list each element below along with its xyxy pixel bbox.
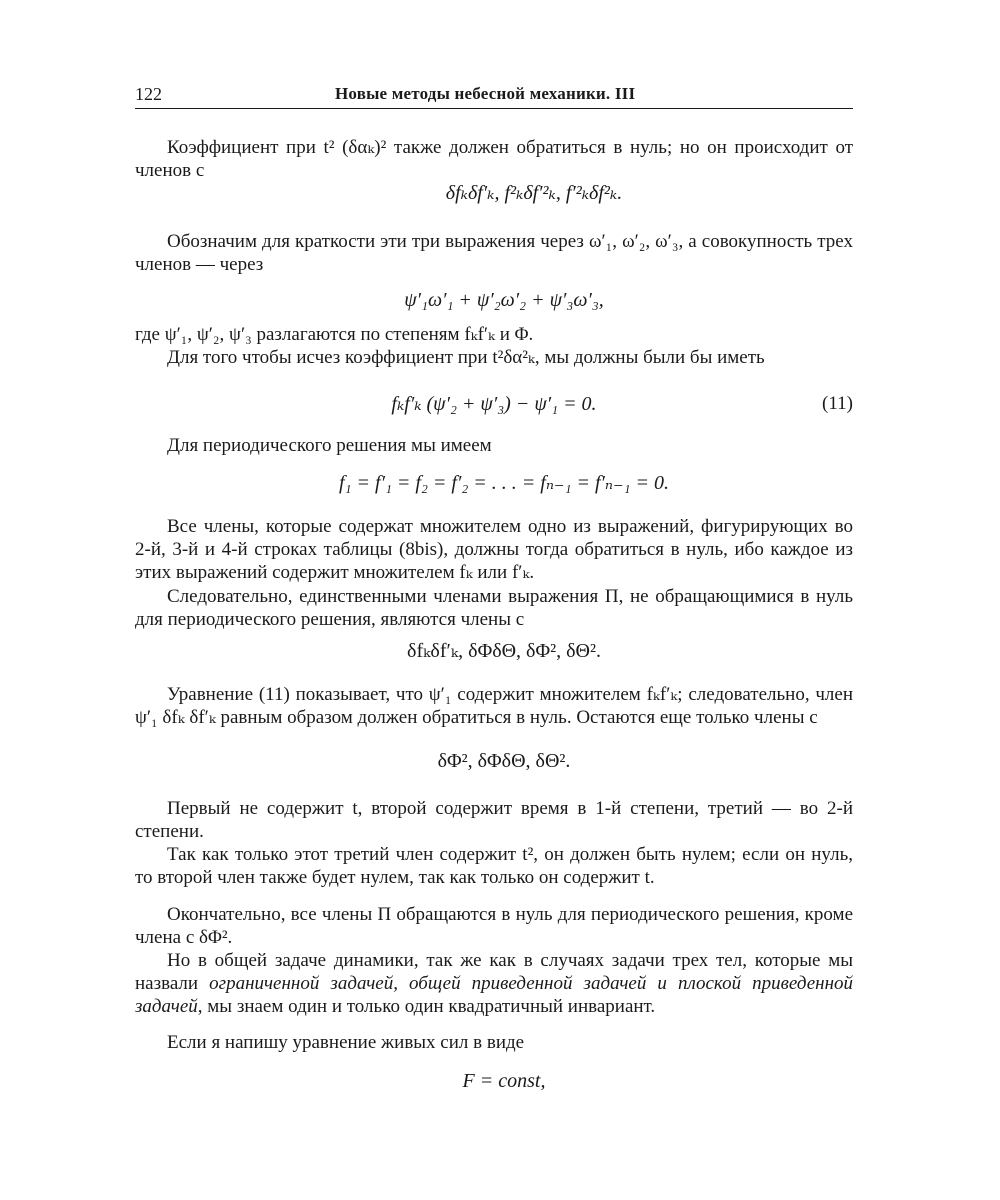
formula-remaining-terms: δfₖδf′ₖ, δΦδΘ, δΦ², δΘ². <box>407 640 601 662</box>
paragraph-general-problem <box>135 949 853 1018</box>
page-header <box>135 84 853 109</box>
paragraph-notation: Обозначим для краткости эти три выражения через ω′₁, ω′₂, ω′₃, а совокупность трех членов — через <box>135 231 853 275</box>
paragraph-finally: Окончательно, все члены Π обращаются в нуль для периодического решения, кроме члена с δΦ². <box>135 904 853 948</box>
formula-periodic: f₁ = f′₁ = f₂ = f′₂ = . . . = fₙ₋₁ = f′ₙ₋₁ = 0. <box>339 472 669 494</box>
paragraph-equation-shows: Уравнение (11) показывает, что ψ′₁ содержит множителем fₖf′ₖ; следовательно, член ψ′₁ δfₖ δf′ₖ равным образом должен обратиться в нуль. Остаются еще только члены с <box>135 684 853 728</box>
paragraph-text: Но в общей задаче динамики, так же как в случаях задачи трех тел, которые мы назвали <box>135 950 853 994</box>
paragraph-live-forces: Если я напишу уравнение живых сил в виде <box>167 1032 525 1053</box>
running-title: Новые методы небесной механики. III <box>335 84 636 103</box>
emphasized-text: ограниченной задачей, общей приведенной задачей и плоской приведенной задачей <box>135 973 853 1017</box>
paragraph-coefficient: Коэффициент при t² (δαₖ)² также должен обратиться в нуль; но он происходит от членов с <box>135 137 853 181</box>
formula-equation-11: fₖf′ₖ (ψ′₂ + ψ′₃) − ψ′₁ = 0. <box>391 393 597 415</box>
paragraph-all-terms: Все члены, которые содержат множителем одно из выражений, фигурирующих во 2-й, 3-й и 4-й строках таблицы (8bis), должны тогда обратиться в нуль, ибо каждое из этих выражений содержит множителем fₖ или f′ₖ. <box>135 516 853 583</box>
paragraph-text: , мы знаем один и только один квадратичный инвариант. <box>197 996 656 1017</box>
paragraph-vanish-condition: Для того чтобы исчез коэффициент при t²δα²ₖ, мы должны были бы иметь <box>167 347 765 368</box>
paragraph-expansion: где ψ′₁, ψ′₂, ψ′₃ разлагаются по степеням fₖf′ₖ и Φ. <box>135 324 534 345</box>
formula-energy: F = const, <box>462 1070 546 1092</box>
equation-number: (11) <box>822 393 853 414</box>
paragraph-first-term: Первый не содержит t, второй содержит время в 1-й степени, третий — во 2-й степени. <box>135 798 853 842</box>
formula-last-terms: δΦ², δΦδΘ, δΘ². <box>437 750 571 772</box>
paragraph-third-term: Так как только этот третий член содержит t², он должен быть нулем; если он нуль, то второй член также будет нулем, так как только он содержит t. <box>135 844 853 888</box>
paragraph-periodic: Для периодического решения мы имеем <box>167 435 492 456</box>
formula-terms: δfₖδf′ₖ, f²ₖδf′²ₖ, f′²ₖδf²ₖ. <box>445 182 623 204</box>
paragraph-consequently: Следовательно, единственными членами выражения Π, не обращающимися в нуль для периодического решения, являются члены с <box>135 586 853 630</box>
formula-sum: ψ′₁ω′₁ + ψ′₂ω′₂ + ψ′₃ω′₃, <box>404 289 604 311</box>
page-number: 122 <box>135 84 162 104</box>
